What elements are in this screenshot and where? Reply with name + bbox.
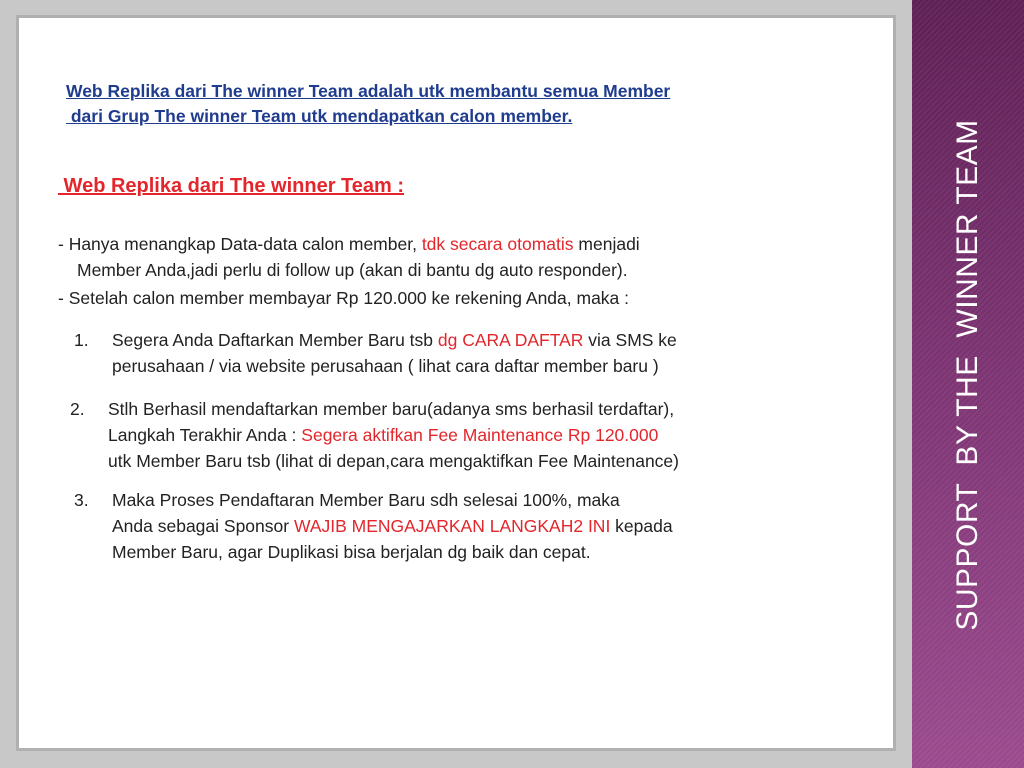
step-3-line-1: Maka Proses Pendaftaran Member Baru sdh selesai 100%, maka bbox=[112, 490, 620, 510]
step-1-line-2: perusahaan / via website perusahaan ( lihat cara daftar member baru ) bbox=[112, 356, 659, 376]
step-3-text-b: kepada bbox=[610, 516, 673, 536]
intro-line-1: Web Replika dari The winner Team adalah utk membantu semua Member bbox=[66, 81, 671, 101]
step-1-text-a: Segera Anda Daftarkan Member Baru tsb bbox=[112, 330, 438, 350]
step-3-line-3: Member Baru, agar Duplikasi bisa berjalan dg baik dan cepat. bbox=[112, 542, 591, 562]
step-2-line-1: Stlh Berhasil mendaftarkan member baru(adanya sms berhasil terdaftar), bbox=[108, 399, 675, 419]
bullet-1-text-b: menjadi bbox=[573, 234, 640, 254]
section-heading: Web Replika dari The winner Team : bbox=[58, 175, 405, 197]
step-2-line-3: utk Member Baru tsb (lihat di depan,cara mengaktifkan Fee Maintenance) bbox=[108, 451, 679, 471]
intro-line-2: dari Grup The winner Team utk mendapatkan calon member. bbox=[66, 106, 573, 126]
step-1-text-b: via SMS ke bbox=[583, 330, 677, 350]
step-1-number: 1. bbox=[74, 330, 89, 350]
step-3-text-a: Anda sebagai Sponsor bbox=[112, 516, 294, 536]
step-3-highlight: WAJIB MENGAJARKAN LANGKAH2 INI bbox=[293, 516, 611, 536]
bullet-capture-data bbox=[58, 231, 858, 283]
bullet-1-line-2: Member Anda,jadi perlu di follow up (akan di bantu dg auto responder). bbox=[77, 260, 628, 280]
intro-text bbox=[66, 79, 866, 129]
step-2-number: 2. bbox=[70, 399, 85, 419]
bullet-1-text-a: - Hanya menangkap Data-data calon member, bbox=[58, 234, 422, 254]
step-1-highlight: dg CARA DAFTAR bbox=[437, 330, 584, 350]
bullet-1-highlight: tdk secara otomatis bbox=[421, 234, 574, 254]
side-label: SUPPORT BY THE WINNER TEAM bbox=[951, 119, 984, 631]
step-3-number: 3. bbox=[74, 490, 89, 510]
step-2-text-a: Langkah Terakhir Anda : bbox=[108, 425, 302, 445]
step-2-highlight: Segera aktifkan Fee Maintenance Rp 120.000 bbox=[301, 425, 659, 445]
bullet-payment: - Setelah calon member membayar Rp 120.000 ke rekening Anda, maka : bbox=[58, 288, 630, 308]
